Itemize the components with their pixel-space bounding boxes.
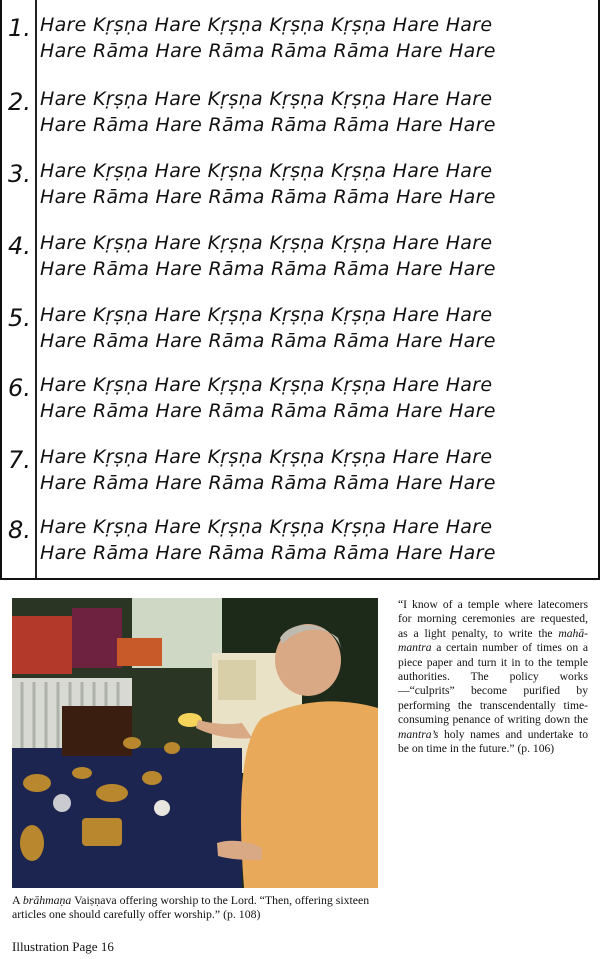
quote-term: mahā-mantra bbox=[398, 626, 588, 655]
round-number: 7. bbox=[8, 446, 31, 474]
mantra-line-2: Hare Rāma Hare Rāma Rāma Rāma Hare Hare bbox=[40, 258, 496, 280]
mantra-line-2: Hare Rāma Hare Rāma Rāma Rāma Hare Hare bbox=[40, 114, 496, 136]
round-number: 4. bbox=[8, 232, 31, 260]
mantra-line-1: Hare Kṛṣṇa Hare Kṛṣṇa Kṛṣṇa Kṛṣṇa Hare Hare bbox=[40, 516, 493, 538]
quote-part: a certain number of times on a piece paper and turn it in to the temple authorities. The policy works—“culprits” become purified by performing the transcendentally time-consuming penance of writing down the bbox=[398, 641, 588, 727]
round-number: 3. bbox=[8, 160, 31, 188]
caption-text: Vaiṣṇava offering worship to the Lord. “Then, offering sixteen articles one should carefully offer worship.” (p. 108) bbox=[12, 893, 370, 921]
quote-text bbox=[398, 598, 588, 756]
quote-part: “I know of a temple where latecomers for morning ceremonies are requested, as a light penalty, to write the bbox=[398, 598, 588, 640]
mantra-line-2: Hare Rāma Hare Rāma Rāma Rāma Hare Hare bbox=[40, 400, 496, 422]
round-row-8 bbox=[2, 514, 598, 584]
worship-photo bbox=[12, 598, 378, 888]
round-number: 2. bbox=[8, 88, 31, 116]
altar-cloth bbox=[12, 748, 242, 888]
mantra-line-1: Hare Kṛṣṇa Hare Kṛṣṇa Kṛṣṇa Kṛṣṇa Hare Hare bbox=[40, 304, 493, 326]
mantra-line-1: Hare Kṛṣṇa Hare Kṛṣṇa Kṛṣṇa Kṛṣṇa Hare Hare bbox=[40, 374, 493, 396]
round-row-5 bbox=[2, 302, 598, 372]
mantra-line-2: Hare Rāma Hare Rāma Rāma Rāma Hare Hare bbox=[40, 186, 496, 208]
caption-prefix: A bbox=[12, 893, 23, 907]
round-row-7 bbox=[2, 444, 598, 514]
photo-caption bbox=[12, 893, 382, 921]
mantra-line-1: Hare Kṛṣṇa Hare Kṛṣṇa Kṛṣṇa Kṛṣṇa Hare Hare bbox=[40, 160, 493, 182]
quote-part: holy names and undertake to be on time in the future.” (p. 106) bbox=[398, 727, 588, 756]
mantra-line-2: Hare Rāma Hare Rāma Rāma Rāma Hare Hare bbox=[40, 472, 496, 494]
mantra-line-1: Hare Kṛṣṇa Hare Kṛṣṇa Kṛṣṇa Kṛṣṇa Hare Hare bbox=[40, 232, 493, 254]
round-number: 8. bbox=[8, 516, 31, 544]
mantra-line-1: Hare Kṛṣṇa Hare Kṛṣṇa Kṛṣṇa Kṛṣṇa Hare Hare bbox=[40, 88, 493, 110]
quote-term: mantra’s bbox=[398, 727, 439, 741]
round-row-3 bbox=[2, 158, 598, 228]
mantra-line-1: Hare Kṛṣṇa Hare Kṛṣṇa Kṛṣṇa Kṛṣṇa Hare Hare bbox=[40, 446, 493, 468]
mantra-line-1: Hare Kṛṣṇa Hare Kṛṣṇa Kṛṣṇa Kṛṣṇa Hare Hare bbox=[40, 14, 493, 36]
worship-photo-illustration bbox=[12, 598, 378, 888]
round-row-4 bbox=[2, 230, 598, 300]
page-label: Illustration Page 16 bbox=[12, 939, 114, 954]
round-number: 5. bbox=[8, 304, 31, 332]
round-row-1 bbox=[2, 12, 598, 82]
round-number: 1. bbox=[8, 14, 31, 42]
mantra-line-2: Hare Rāma Hare Rāma Rāma Rāma Hare Hare bbox=[40, 542, 496, 564]
mantra-line-2: Hare Rāma Hare Rāma Rāma Rāma Hare Hare bbox=[40, 330, 496, 352]
mantra-line-2: Hare Rāma Hare Rāma Rāma Rāma Hare Hare bbox=[40, 40, 496, 62]
round-row-6 bbox=[2, 372, 598, 442]
round-row-2 bbox=[2, 86, 598, 156]
altar-box bbox=[62, 706, 132, 756]
round-number: 6. bbox=[8, 374, 31, 402]
caption-term: brāhmaṇa bbox=[22, 893, 72, 907]
